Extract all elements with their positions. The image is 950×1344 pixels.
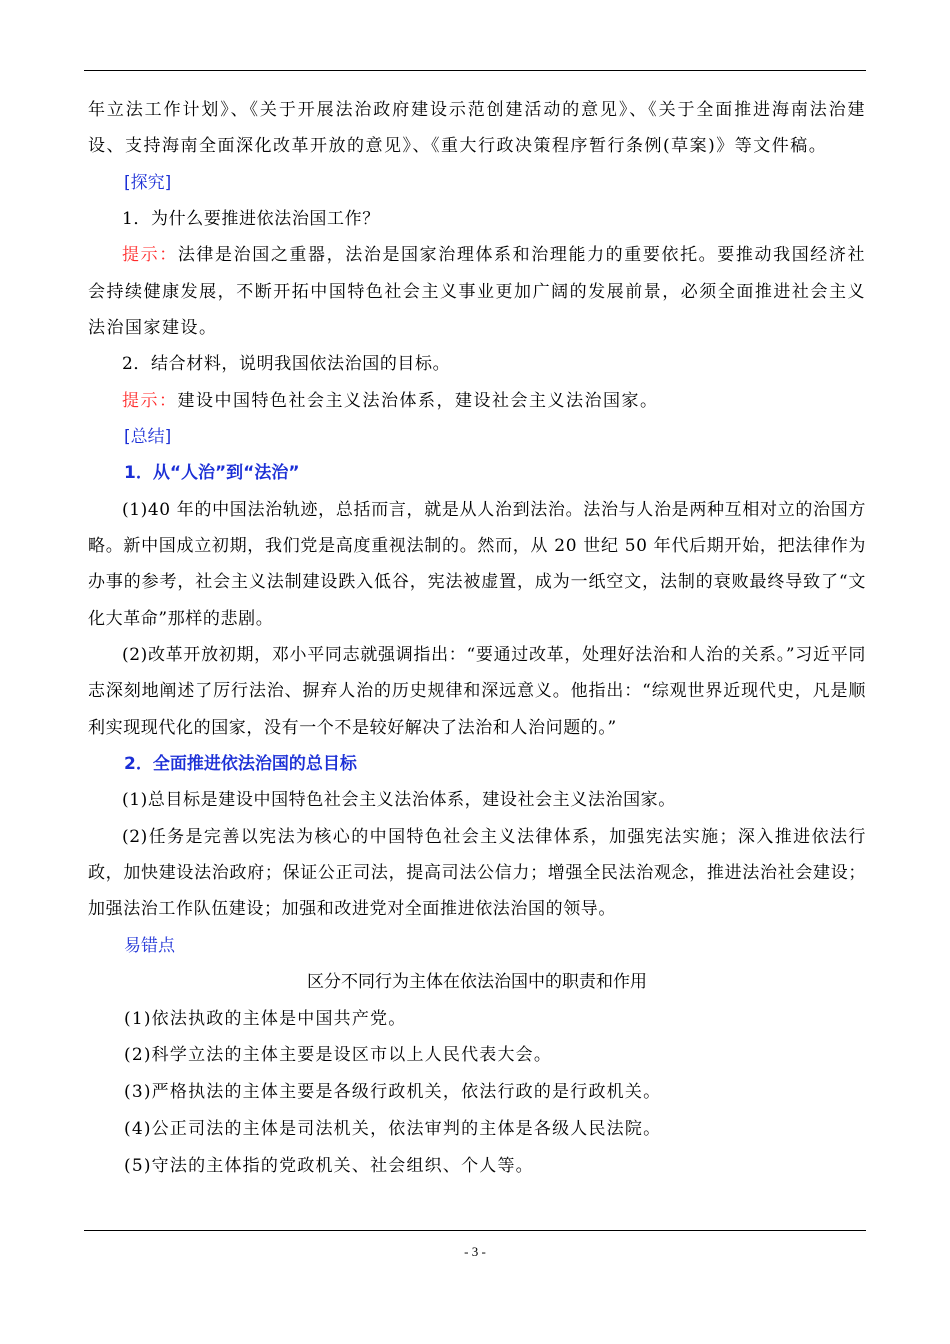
summary-section-2-paragraph-1: (1)总目标是建设中国特色社会主义法治体系，建设社会主义法治国家。 xyxy=(122,790,676,811)
summary-section-2-title: 2．全面推进依法治国的总目标 xyxy=(124,753,357,774)
intro-continuation: 年立法工作计划》、《关于开展法治政府建设示范创建活动的意见》、《关于全面推进海南法治建设、支持海南全面深化改革开放的意见》、《重大行政决策程序暂行条例(草案)》等文件稿。 xyxy=(88,100,866,157)
error-point-item: (4)公正司法的主体是司法机关，依法审判的主体是各级人民法院。 xyxy=(124,1119,662,1140)
answer-1 xyxy=(88,237,866,346)
answer-1-text: 法律是治国之重器，法治是国家治理体系和治理能力的重要依托。要推动我国经济社会持续健康发展，不断开拓中国特色社会主义事业更加广阔的发展前景，必须全面推进社会主义法治国家建设。 xyxy=(88,245,867,338)
page-content xyxy=(88,92,866,1185)
question-2: 2．结合材料，说明我国依法治国的目标。 xyxy=(122,354,451,375)
explore-label: [探究] xyxy=(124,172,172,193)
summary-section-1-title: 1．从“人治”到“法治” xyxy=(124,463,300,484)
summary-section-1-paragraph-1: (1)40 年的中国法治轨迹，总括而言，就是从人治到法治。法治与人治是两种互相对立的治国方略。新中国成立初期，我们党是高度重视法制的。然而，从 20 世纪 50 年代后期开始，把法律作为办事的参考，社会主义法制建设跌入低谷，宪法被虚置，成为一纸空文，法制的衰败最终导致了“文化大革命”那样的悲剧。 xyxy=(88,499,866,629)
error-point-label: 易错点 xyxy=(124,935,175,956)
error-point-item: (1)依法执政的主体是中国共产党。 xyxy=(124,1008,407,1029)
error-point-item: (3)严格执法的主体主要是各级行政机关，依法行政的是行政机关。 xyxy=(124,1082,662,1103)
page-number: - 3 - xyxy=(464,1244,486,1259)
answer-2-text: 建设中国特色社会主义法治体系，建设社会主义法治国家。 xyxy=(177,390,659,411)
error-point-title: 区分不同行为主体在依法治国中的职责和作用 xyxy=(307,972,647,993)
answer-2 xyxy=(88,383,866,419)
header-rule xyxy=(84,70,866,71)
question-1: 1．为什么要推进依法治国工作？ xyxy=(122,209,380,230)
hint-label: 提示： xyxy=(122,390,178,411)
hint-label: 提示： xyxy=(122,245,178,266)
error-point-item: (2)科学立法的主体主要是设区市以上人民代表大会。 xyxy=(124,1045,553,1066)
summary-section-2-paragraph-2: (2)任务是完善以宪法为核心的中国特色社会主义法律体系，加强宪法实施；深入推进依法行政，加快建设法治政府；保证公正司法，提高司法公信力；增强全民法治观念，推进法治社会建设；加强法治工作队伍建设；加强和改进党对全面推进依法治国的领导。 xyxy=(88,826,866,920)
summary-label: [总结] xyxy=(124,426,172,447)
summary-section-1-paragraph-2: (2)改革开放初期，邓小平同志就强调指出：“要通过改革，处理好法治和人治的关系。”习近平同志深刻地阐述了厉行法治、摒弃人治的历史规律和深远意义。他指出：“综观世界近现代史，凡是顺利实现现代化的国家，没有一个不是较好解决了法治和人治问题的。” xyxy=(88,645,866,738)
error-point-item: (5)守法的主体指的党政机关、社会组织、个人等。 xyxy=(124,1155,534,1176)
footer-rule xyxy=(84,1230,866,1231)
